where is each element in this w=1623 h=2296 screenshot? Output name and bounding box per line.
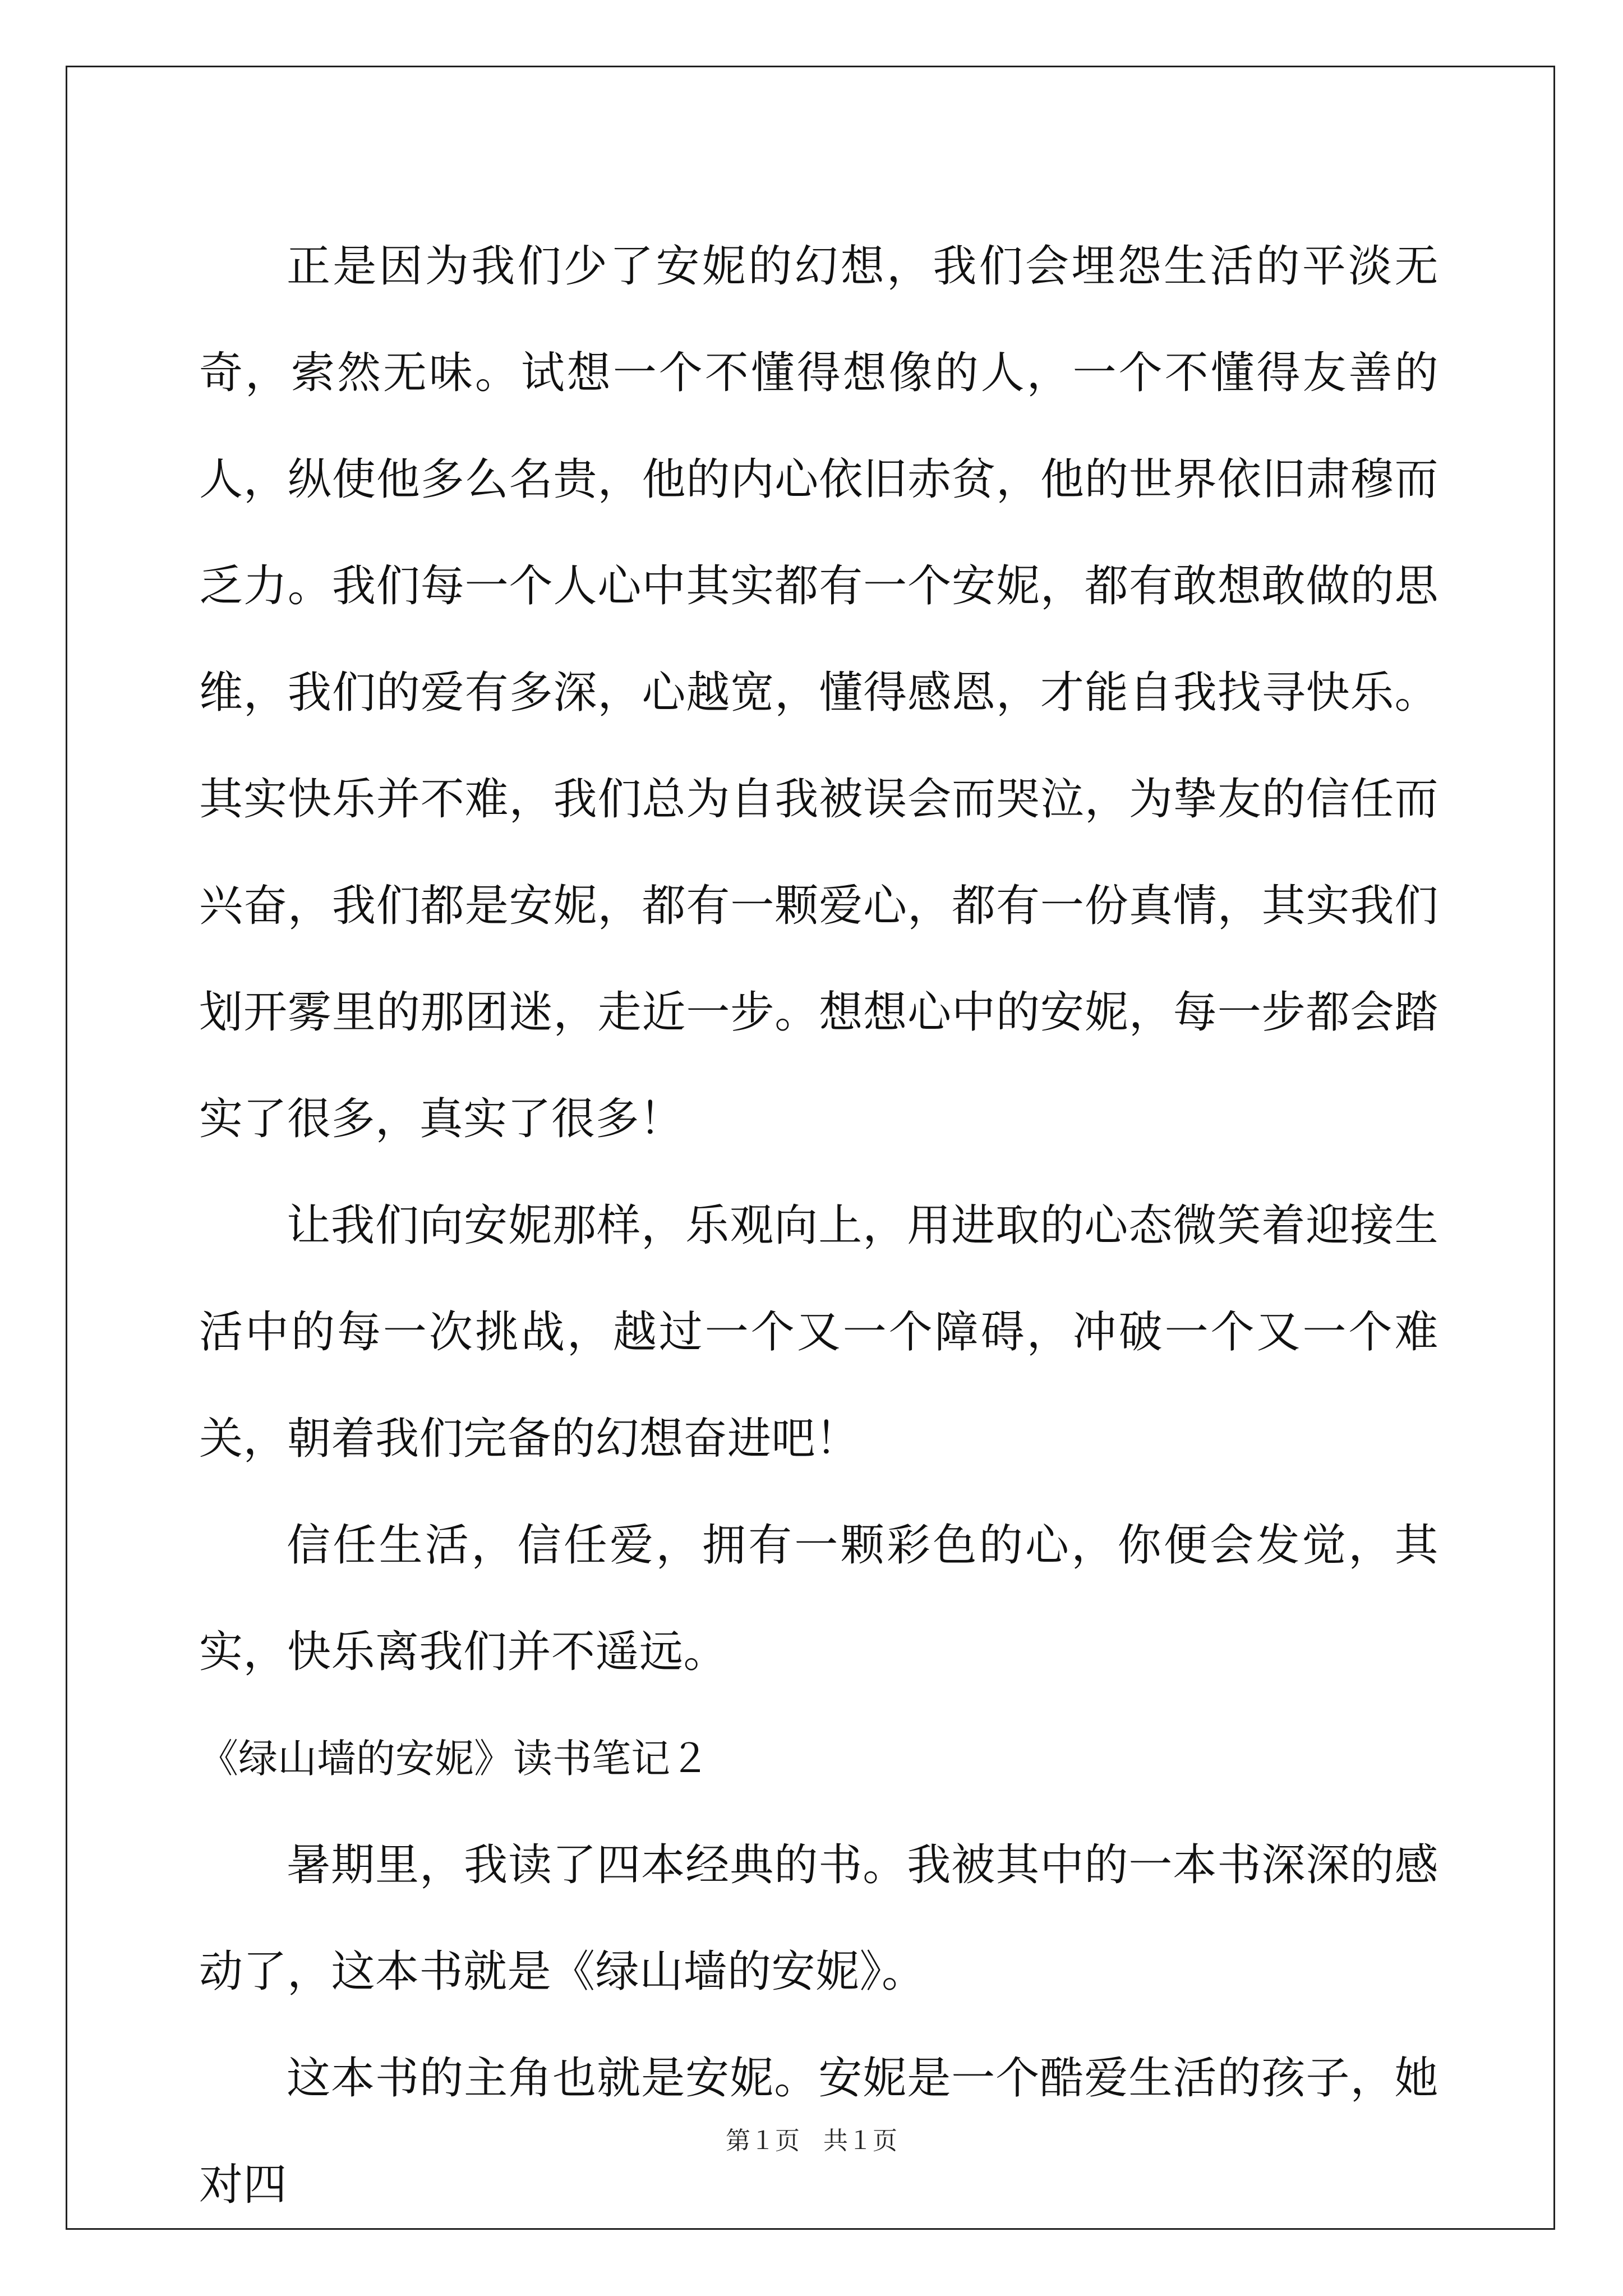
document-body bbox=[199, 213, 1438, 2238]
paragraph-1: 正是因为我们少了安妮的幻想，我们会埋怨生活的平淡无奇，索然无味。试想一个不懂得想像的人，一个不懂得友善的人，纵使他多么名贵，他的内心依旧赤贫，他的世界依旧肃穆而乏力。我们每一个人心中其实都有一个安妮，都有敢想敢做的思维，我们的爱有多深，心越宽，懂得感恩，才能自我找寻快乐。其实快乐并不难，我们总为自我被误会而哭泣，为挚友的信任而兴奋，我们都是安妮，都有一颗爱心，都有一份真情，其实我们划开雾里的那团迷，走近一步。想想心中的安妮，每一步都会踏实了很多，真实了很多！ bbox=[199, 241, 1438, 1144]
section-heading: 《绿山墙的安妮》读书笔记２ bbox=[199, 1736, 709, 1782]
page-footer bbox=[0, 2120, 1623, 2156]
paragraph-4: 暑期里，我读了四本经典的书。我被其中的一本书深深的感动了，这本书就是《绿山墙的安妮》。 bbox=[199, 1840, 1438, 1997]
paragraph-3: 信任生活，信任爱，拥有一颗彩色的心，你便会发觉，其实，快乐离我们并不遥远。 bbox=[199, 1520, 1438, 1677]
paragraph-2: 让我们向安妮那样，乐观向上，用进取的心态微笑着迎接生活中的每一次挑战，越过一个又一个障碍，冲破一个又一个难关，朝着我们完备的幻想奋进吧！ bbox=[199, 1200, 1438, 1464]
page-number: 第１页 bbox=[726, 2127, 800, 2155]
paragraph-5: 这本书的主角也就是安妮。安妮是一个酷爱生活的孩子，她对四 bbox=[199, 2053, 1438, 2210]
page-total: 共１页 bbox=[823, 2127, 897, 2155]
